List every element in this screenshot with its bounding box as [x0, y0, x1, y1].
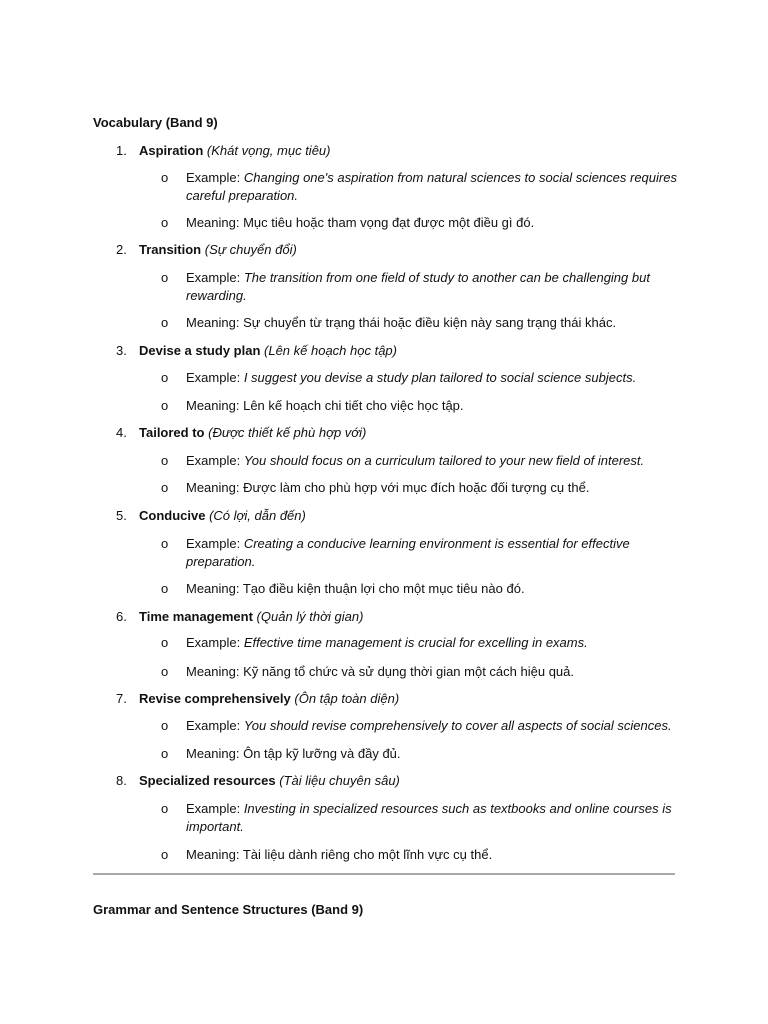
item-term: Time management [139, 609, 253, 624]
example-label: Example: [186, 718, 244, 733]
meaning-text: Mục tiêu hoặc tham vọng đạt được một điều gì đó. [243, 215, 535, 230]
vocab-item-4 [116, 424, 676, 442]
item-translation: (Khát vọng, mục tiêu) [206, 143, 331, 158]
bullet-marker: o [161, 398, 169, 413]
bullet-marker: o [161, 170, 169, 185]
meaning-line [161, 745, 681, 763]
example-text: I suggest you devise a study plan tailored to social science subjects. [243, 370, 637, 385]
example-label: Example: [186, 536, 244, 551]
meaning-label: Meaning: [186, 847, 243, 862]
grammar-heading: Grammar and Sentence Structures (Band 9) [93, 902, 364, 917]
vocab-item-1 [116, 142, 676, 160]
item-translation: (Có lợi, dẫn đến) [209, 508, 306, 523]
horizontal-rule [93, 873, 675, 875]
vocab-item-8 [116, 772, 676, 790]
vocabulary-heading: Vocabulary (Band 9) [93, 115, 218, 130]
example-text: Creating a conducive learning environment is essential for effective preparation. [186, 536, 630, 569]
vocab-item-7 [116, 690, 676, 708]
bullet-marker: o [161, 635, 169, 650]
bullet-marker: o [161, 453, 169, 468]
meaning-label: Meaning: [186, 581, 243, 596]
bullet-marker: o [161, 215, 169, 230]
meaning-text: Tài liệu dành riêng cho một lĩnh vực cụ thể. [242, 847, 493, 862]
example-line [161, 535, 681, 571]
bullet-marker: o [161, 664, 169, 679]
item-term: Devise a study plan [139, 343, 261, 358]
meaning-label: Meaning: [186, 215, 244, 230]
example-line [161, 717, 681, 735]
example-text: Investing in specialized resources such as textbooks and online courses is important. [186, 801, 672, 834]
meaning-text: Sự chuyển từ trạng thái hoặc điều kiện này sang trạng thái khác. [243, 315, 617, 330]
bullet-marker: o [161, 801, 169, 816]
item-number: 4. [116, 425, 127, 440]
item-number: 2. [116, 242, 127, 257]
item-number: 3. [116, 343, 127, 358]
example-text: You should focus on a curriculum tailored to your new field of interest. [243, 453, 645, 468]
meaning-label: Meaning: [186, 664, 244, 679]
meaning-text: Kỹ năng tổ chức và sử dụng thời gian một cách hiệu quả. [243, 664, 574, 679]
example-label: Example: [186, 170, 244, 185]
bullet-marker: o [161, 581, 169, 596]
example-label: Example: [186, 453, 244, 468]
meaning-text: Được làm cho phù hợp với mục đích hoặc đối tượng cụ thể. [243, 480, 590, 495]
meaning-label: Meaning: [186, 398, 244, 413]
example-line [161, 369, 681, 387]
item-translation: (Quản lý thời gian) [256, 609, 364, 624]
meaning-line [161, 214, 681, 232]
item-term: Tailored to [139, 425, 205, 440]
meaning-text: Lên kế hoạch chi tiết cho việc học tập. [243, 398, 464, 413]
item-term: Specialized resources [139, 773, 276, 788]
example-text: Effective time management is crucial for excelling in exams. [243, 635, 588, 650]
bullet-marker: o [161, 315, 169, 330]
item-number: 7. [116, 691, 127, 706]
meaning-label: Meaning: [186, 746, 244, 761]
bullet-marker: o [161, 746, 169, 761]
meaning-line [161, 397, 681, 415]
item-term: Aspiration [139, 143, 204, 158]
vocab-item-2 [116, 241, 676, 259]
item-number: 8. [116, 773, 127, 788]
item-translation: (Được thiết kế phù hợp với) [208, 425, 367, 440]
example-text: The transition from one field of study to another can be challenging but rewarding. [186, 270, 650, 303]
bullet-marker: o [161, 718, 169, 733]
item-translation: (Sự chuyển đổi) [204, 242, 297, 257]
item-number: 1. [116, 143, 127, 158]
example-text: Changing one's aspiration from natural sciences to social sciences requires careful preparation. [186, 170, 677, 203]
item-translation: (Ôn tập toàn diện) [294, 691, 400, 706]
example-line [161, 169, 681, 205]
meaning-line [161, 479, 681, 497]
meaning-label: Meaning: [186, 315, 244, 330]
vocab-item-5 [116, 507, 676, 525]
bullet-marker: o [161, 480, 169, 495]
example-line [161, 634, 681, 652]
example-line [161, 800, 681, 836]
meaning-line [161, 846, 681, 864]
bullet-marker: o [161, 847, 169, 862]
example-line [161, 269, 681, 305]
vocab-item-6 [116, 608, 676, 626]
item-translation: (Lên kế hoạch học tập) [264, 343, 397, 358]
example-label: Example: [186, 370, 244, 385]
meaning-line [161, 580, 681, 598]
item-term: Revise comprehensively [139, 691, 291, 706]
meaning-line [161, 314, 681, 332]
item-number: 6. [116, 609, 127, 624]
vocab-item-3 [116, 342, 676, 360]
meaning-label: Meaning: [186, 480, 244, 495]
example-label: Example: [186, 270, 244, 285]
meaning-text: Tạo điều kiện thuận lợi cho một mục tiêu nào đó. [242, 581, 525, 596]
bullet-marker: o [161, 536, 169, 551]
item-translation: (Tài liệu chuyên sâu) [279, 773, 400, 788]
example-label: Example: [186, 635, 244, 650]
bullet-marker: o [161, 370, 169, 385]
example-text: You should revise comprehensively to cover all aspects of social sciences. [243, 718, 672, 733]
meaning-text: Ôn tập kỹ lưỡng và đầy đủ. [243, 746, 401, 761]
bullet-marker: o [161, 270, 169, 285]
meaning-line [161, 663, 681, 681]
item-number: 5. [116, 508, 127, 523]
example-label: Example: [186, 801, 244, 816]
item-term: Conducive [139, 508, 206, 523]
item-term: Transition [139, 242, 202, 257]
example-line [161, 452, 681, 470]
